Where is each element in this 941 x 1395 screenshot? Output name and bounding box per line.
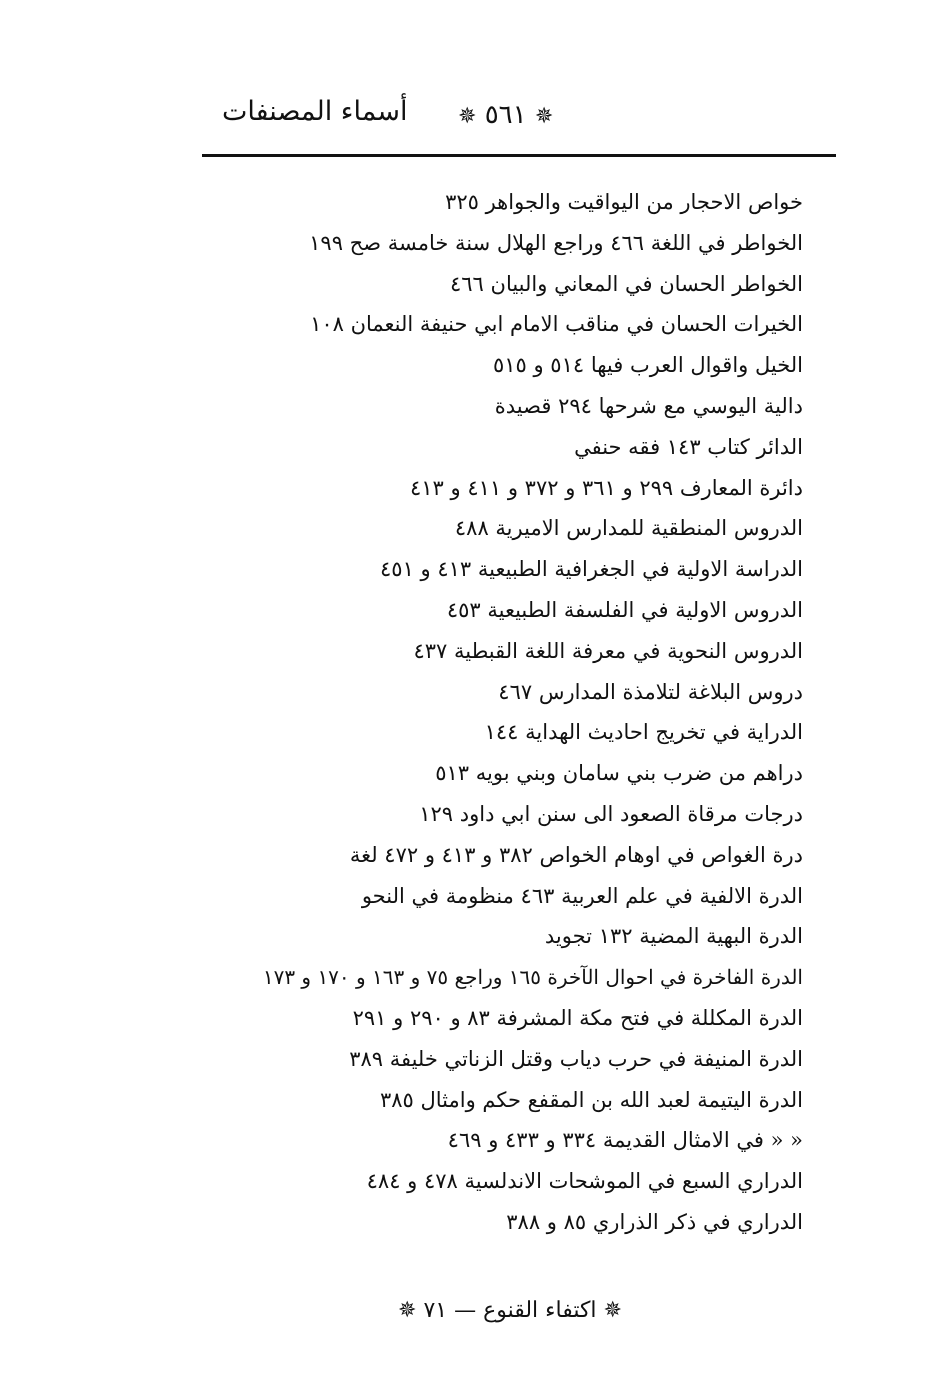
index-entry: درجات مرقاة الصعود الى سنن ابي داود ١٢٩: [419, 801, 803, 826]
index-entry: الدرة اليتيمة لعبد الله بن المقفع حكم وامثال ٣٨٥: [379, 1087, 803, 1112]
index-entry: الخيرات الحسان في مناقب الامام ابي حنيفة النعمان ١٠٨: [310, 312, 803, 337]
index-entry: الدرة الالفية في علم العربية ٤٦٣ منظومة في النحو: [361, 883, 803, 908]
index-entry: دراهم من ضرب بني سامان وبني بويه ٥١٣: [435, 761, 803, 786]
page-title: أسماء المصنفات: [222, 96, 408, 127]
index-entry: الخواطر في اللغة ٤٦٦ وراجع الهلال سنة خامسة صح ١٩٩: [309, 230, 803, 255]
star-ornament-icon: ✵: [458, 104, 477, 129]
index-entry: الدرة المكللة في فتح مكة المشرفة ٨٣ و ٢٩٠ و ٢٩١: [352, 1005, 803, 1030]
index-entry-list: [163, 182, 803, 1243]
index-entry: الخيل واقوال العرب فيها ٥١٤ و ٥١٥: [492, 353, 803, 378]
index-entry: الدرة الفاخرة في احوال الآخرة ١٦٥ وراجع ٧٥ و ١٦٣ و ١٧٠ و ١٧٣: [262, 965, 803, 990]
index-entry: الدراية في تخريج احاديث الهداية ١٤٤: [484, 720, 803, 745]
index-entry: الدائر كتاب ١٤٣ فقه حنفي: [574, 434, 803, 459]
index-entry: الدرة المنيفة في حرب دياب وقتل الزناتي خليفة ٣٨٩: [349, 1046, 803, 1071]
index-entry: الدراسة الاولية في الجغرافية الطبيعية ٤١٣ و ٤٥١: [380, 557, 803, 582]
index-entry: « « في الامثال القديمة ٣٣٤ و ٤٣٣ و ٤٦٩: [447, 1128, 803, 1153]
index-entry: الدروس الاولية في الفلسفة الطبيعية ٤٥٣: [446, 597, 803, 622]
index-entry: خواص الاحجار من اليواقيت والجواهر ٣٢٥: [445, 190, 803, 214]
index-entry: دائرة المعارف ٢٩٩ و ٣٦١ و ٣٧٢ و ٤١١ و ٤١٣: [409, 475, 803, 500]
index-entry: الدراري في ذكر الذراري ٨٥ و ٣٨٨: [506, 1209, 803, 1234]
index-entry: الدراري السبع في الموشحات الاندلسية ٤٧٨ و ٤٨٤: [366, 1169, 803, 1194]
index-entry: الخواطر الحسان في المعاني والبيان ٤٦٦: [450, 271, 803, 296]
index-entry: درة الغواص في اوهام الخواص ٣٨٢ و ٤١٣ و ٤٧٢ لغة: [349, 842, 803, 867]
index-entry: الدروس النحوية في معرفة اللغة القبطية ٤٣٧: [413, 638, 803, 663]
index-entry: دالية اليوسي مع شرحها ٢٩٤ قصيدة: [494, 393, 803, 418]
index-entry: الدرة البهية المضية ١٣٢ تجويد: [544, 924, 803, 949]
index-entry: الدروس المنطقية للمدارس الاميرية ٤٨٨: [454, 516, 803, 541]
star-ornament-icon: ✵: [534, 104, 554, 129]
running-footer: [398, 1298, 622, 1323]
page-number-header: [458, 100, 553, 130]
index-entry: دروس البلاغة لتلامذة المدارس ٤٦٧: [498, 679, 803, 704]
header-divider: [202, 154, 836, 157]
star-ornament-icon: ✵: [398, 1298, 417, 1323]
footer-label: اكتفاء القنوع —: [454, 1298, 597, 1323]
footer-page-number: ٧١: [423, 1298, 448, 1323]
star-ornament-icon: ✵: [603, 1298, 622, 1323]
page-number: ٥٦١: [484, 100, 527, 130]
